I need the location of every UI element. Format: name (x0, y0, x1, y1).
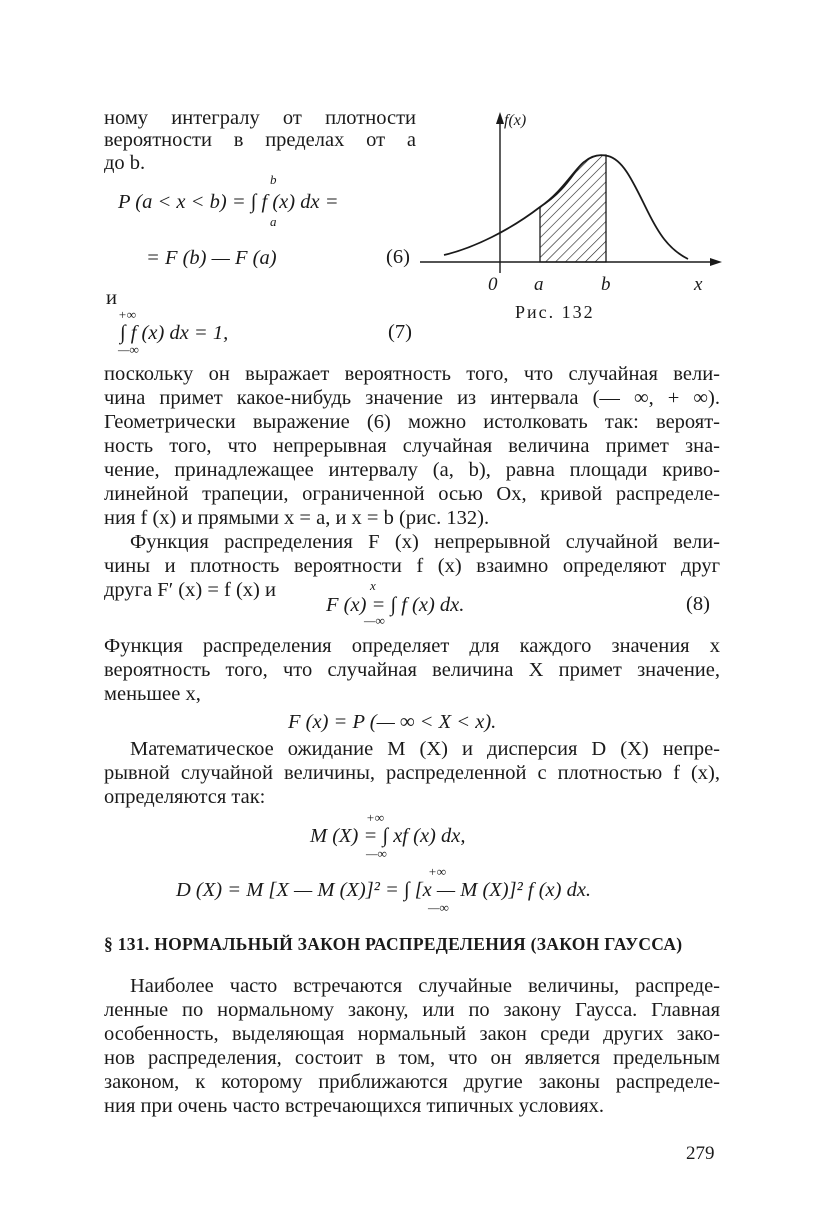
equation-10: M (X) = ∫ xf (x) dx, (310, 825, 466, 847)
y-axis-label: f(x) (504, 112, 527, 129)
para5-line-1: Наиболее часто встречаются случайные величины, распреде- (130, 975, 720, 997)
intro-line-1: ному интегралу от плотности (104, 107, 416, 129)
equation-7-lower-limit: —∞ (118, 342, 139, 357)
para5-line-5: законом, к которому приближаются другие законы распределе- (104, 1071, 720, 1093)
y-axis-arrow (496, 112, 504, 124)
para5-line-4: нов распределения, состоит в том, что он является предельным (104, 1047, 720, 1069)
equation-8-upper-limit: x (370, 578, 376, 593)
para5-line-3: особенность, выделяющая нормальный закон среди других зако- (104, 1023, 720, 1045)
equation-6-number: (6) (386, 246, 410, 268)
tick-label-b: b (601, 274, 611, 295)
para1-line-6: линейной трапеции, ограниченной осью Ox, кривой распределе- (104, 483, 720, 505)
equation-7-upper-limit: +∞ (118, 307, 137, 322)
equation-8-lower-limit: —∞ (364, 613, 385, 628)
para4-line-3: определяются так: (104, 786, 266, 808)
para4-line-2: рывной случайной величины, распределенной с плотностью f (x), (104, 762, 720, 784)
equation-10-lower-limit: —∞ (366, 846, 387, 861)
section-heading: § 131. НОРМАЛЬНЫЙ ЗАКОН РАСПРЕДЕЛЕНИЯ (ЗАКОН ГАУССА) (104, 934, 683, 954)
equation-6-line-2: = F (b) — F (a) (146, 247, 277, 269)
intro-line-3: до b. (104, 152, 146, 174)
para3-line-2: вероятность того, что случайная величина X примет значение, (104, 659, 720, 681)
equation-6-lower-limit: a (270, 214, 277, 229)
equation-10-upper-limit: +∞ (366, 810, 385, 825)
para4-line-1: Математическое ожидание M (X) и дисперсия D (X) непре- (130, 738, 720, 760)
density-figure (412, 108, 732, 328)
para1-line-7: ния f (x) и прямыми x = a, и x = b (рис. 132). (104, 507, 490, 529)
para5-line-6: ния при очень часто встречающихся типичных условиях. (104, 1095, 605, 1117)
equation-7: ∫ f (x) dx = 1, (120, 322, 229, 344)
para1-line-2: чина примет какое-нибудь значение из интервала (— ∞, + ∞). (104, 387, 720, 409)
para2-line-3: друга F′ (x) = f (x) и (104, 579, 276, 601)
tick-label-origin: 0 (488, 274, 498, 295)
x-axis-arrow (710, 258, 722, 266)
para3-line-3: меньшее x, (104, 683, 201, 705)
para1-line-1: поскольку он выражает вероятность того, что случайная вели- (104, 363, 720, 385)
para2-line-2: чины и плотность вероятности f (x) взаимно определяют друг (104, 555, 720, 577)
equation-8-number: (8) (686, 593, 710, 615)
para5-line-2: ленные по нормальному закону, или по закону Гаусса. Главная (104, 999, 720, 1021)
equation-6-upper-limit: b (270, 172, 277, 187)
para3-line-1: Функция распределения определяет для каждого значения x (104, 635, 720, 657)
para1-line-5: чение, принадлежащее интервалу (a, b), равна площади криво- (104, 459, 720, 481)
para1-line-4: ность того, что непрерывная случайная величина примет зна- (104, 435, 720, 457)
page-number: 279 (686, 1143, 715, 1164)
equation-6-line-1: P (a < x < b) = ∫ f (x) dx = (118, 191, 339, 213)
equation-11: D (X) = M [X — M (X)]² = ∫ [x — M (X)]² f (x) dx. (176, 879, 592, 901)
para2-line-1: Функция распределения F (x) непрерывной случайной вели- (130, 531, 720, 553)
para1-line-3: Геометрически выражение (6) можно истолковать так: вероят- (104, 411, 720, 433)
intro-line-2: вероятности в пределах от a (104, 129, 416, 151)
probability-area (540, 155, 606, 262)
equation-11-upper-limit: +∞ (428, 864, 447, 879)
figure-caption: Рис. 132 (515, 302, 595, 322)
equation-9: F (x) = P (— ∞ < X < x). (288, 711, 497, 733)
x-axis-label: x (694, 274, 703, 295)
conjunction: и (106, 287, 117, 309)
equation-7-number: (7) (388, 321, 412, 343)
tick-label-a: a (534, 274, 544, 295)
equation-8: F (x) = ∫ f (x) dx. (326, 594, 465, 616)
equation-11-lower-limit: —∞ (428, 900, 449, 915)
